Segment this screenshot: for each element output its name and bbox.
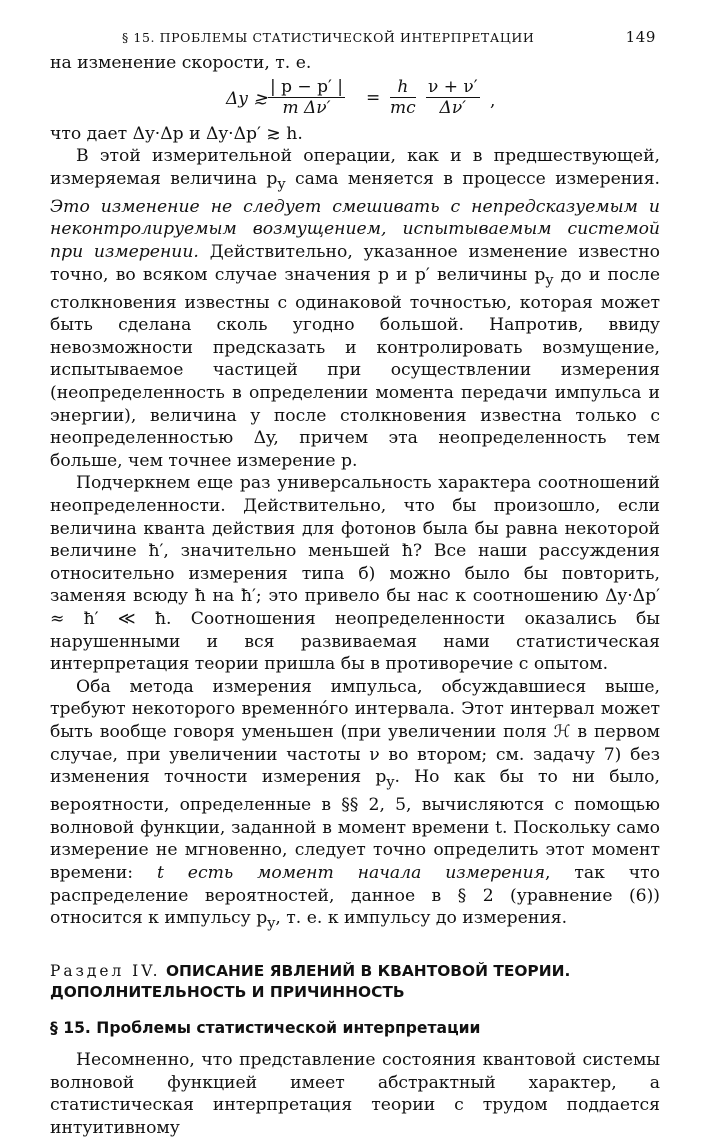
- paragraph-1-italic: Это изменение не следует смешивать с непредсказуемым и неконтролируемым возмущением, испытываемым системой при измерении.: [50, 196, 660, 262]
- paragraph-3-part-b: . Но как бы то ни было, вероятности, определенные в §§ 2, 5, вычисляются с помощью волновой функции, заданной в момент времени t. Поскольку само измерение не мгновенно, следует точно определить этот момент времени:: [50, 767, 660, 883]
- formula-fraction-3: [426, 77, 480, 118]
- paragraph-3-part-d: , т. е. к импульсу до измерения.: [275, 908, 568, 929]
- formula: [50, 75, 660, 123]
- chapter-heading: [50, 961, 660, 1003]
- formula-fraction-2: [390, 77, 416, 118]
- page: [50, 18, 660, 1140]
- formula-lhs: Δy ≳: [226, 88, 268, 109]
- running-head: [50, 18, 660, 46]
- subscript-y: y: [277, 176, 286, 193]
- formula-fraction-2-denominator: mc: [390, 97, 416, 118]
- after-formula-line: что дает Δy·Δp и Δy·Δp′ ≳ h.: [50, 123, 303, 144]
- paragraph-1-part-d: до и после столкновения известны с одинаковой точностью, которая может быть сделана сколь угодно большой. Напротив, ввиду невозможности предсказать и контролировать возмущение, испытываемое частицей при осуществлении измерения (неопределенность в определении момента передачи импульса и энергии), величина y после столкновения известна только с неопределенностью Δy, причем эта неопределенность тем больше, чем точнее измерение p.: [50, 264, 661, 471]
- formula-fraction-1-denominator: m Δν′: [282, 97, 331, 118]
- paragraph-1: [50, 145, 660, 472]
- subscript-y: y: [386, 774, 395, 791]
- paragraph-1-part-a: В этой измерительной операции, как и в предшествующей, измеряемая величина p: [50, 146, 660, 189]
- paragraph-4: Несомненно, что представление состояния квантовой системы волновой функцией имеет абстрактный характер, а статистическая интерпретация теории с трудом поддается интуитивному: [50, 1050, 660, 1138]
- formula-fraction-1-numerator: | p − p′ |: [270, 76, 343, 97]
- paragraph-1-part-c: Действительно, указанное изменение известно точно, во всяком случае значения p и p′ величины p: [50, 242, 660, 285]
- section-title: § 15. Проблемы статистической интерпретации: [50, 1019, 481, 1038]
- paragraph-3-part-a: Оба метода измерения импульса, обсуждавшиеся выше, требуют некоторого временнóго интервала. Этот интервал может быть вообще говоря уменьшен (при увеличении поля ℋ в первом случае, при увеличении частоты ν во втором; см. задачу 7) без изменения точности измерения p: [50, 676, 660, 788]
- chapter-prefix: Раздел IV.: [50, 962, 161, 981]
- formula-fraction-3-denominator: Δν′: [439, 97, 467, 118]
- formula-fraction-2-numerator: h: [390, 77, 416, 98]
- chapter-title: ОПИСАНИЕ ЯВЛЕНИЙ В КВАНТОВОЙ ТЕОРИИ. ДОПОЛНИТЕЛЬНОСТЬ И ПРИЧИННОСТЬ: [50, 962, 571, 1002]
- intro-line: на изменение скорости, т. е.: [50, 53, 312, 73]
- paragraph-2: Подчеркнем еще раз универсальность характера соотношений неопределенности. Действительно, что бы произошло, если величина кванта действия для фотонов была бы равна некоторой величине ħ′, значительно меньшей ħ? Все наши рассуждения относительно измерения типа б) можно было бы повторить, заменяя всюду ħ на ħ′; это привело бы нас к соотношению Δy·Δp′ ≈ ħ′ ≪ ħ. Соотношения неопределенности оказались бы нарушенными и вся развиваемая нами статистическая интерпретация теории пришла бы в противоречие с опытом.: [50, 473, 660, 675]
- paragraph-3-part-c: , так что распределение вероятностей, данное в § 2 (уравнение (6)) относится к импульсу p: [50, 862, 660, 929]
- running-head-title: § 15. ПРОБЛЕМЫ СТАТИСТИЧЕСКОЙ ИНТЕРПРЕТАЦИИ: [122, 30, 535, 45]
- page-number: 149: [625, 28, 656, 46]
- paragraph-3-italic: t есть момент начала измерения: [156, 862, 546, 883]
- formula-comma: ,: [490, 90, 496, 111]
- formula-fraction-3-numerator: ν + ν′: [428, 76, 478, 97]
- formula-fraction-1: [268, 77, 345, 118]
- paragraph-3: [50, 676, 660, 935]
- subscript-y: y: [545, 272, 554, 289]
- formula-equals: =: [366, 87, 381, 108]
- subscript-y: y: [267, 915, 276, 932]
- paragraph-1-part-b: сама меняется в процессе измерения.: [285, 168, 660, 189]
